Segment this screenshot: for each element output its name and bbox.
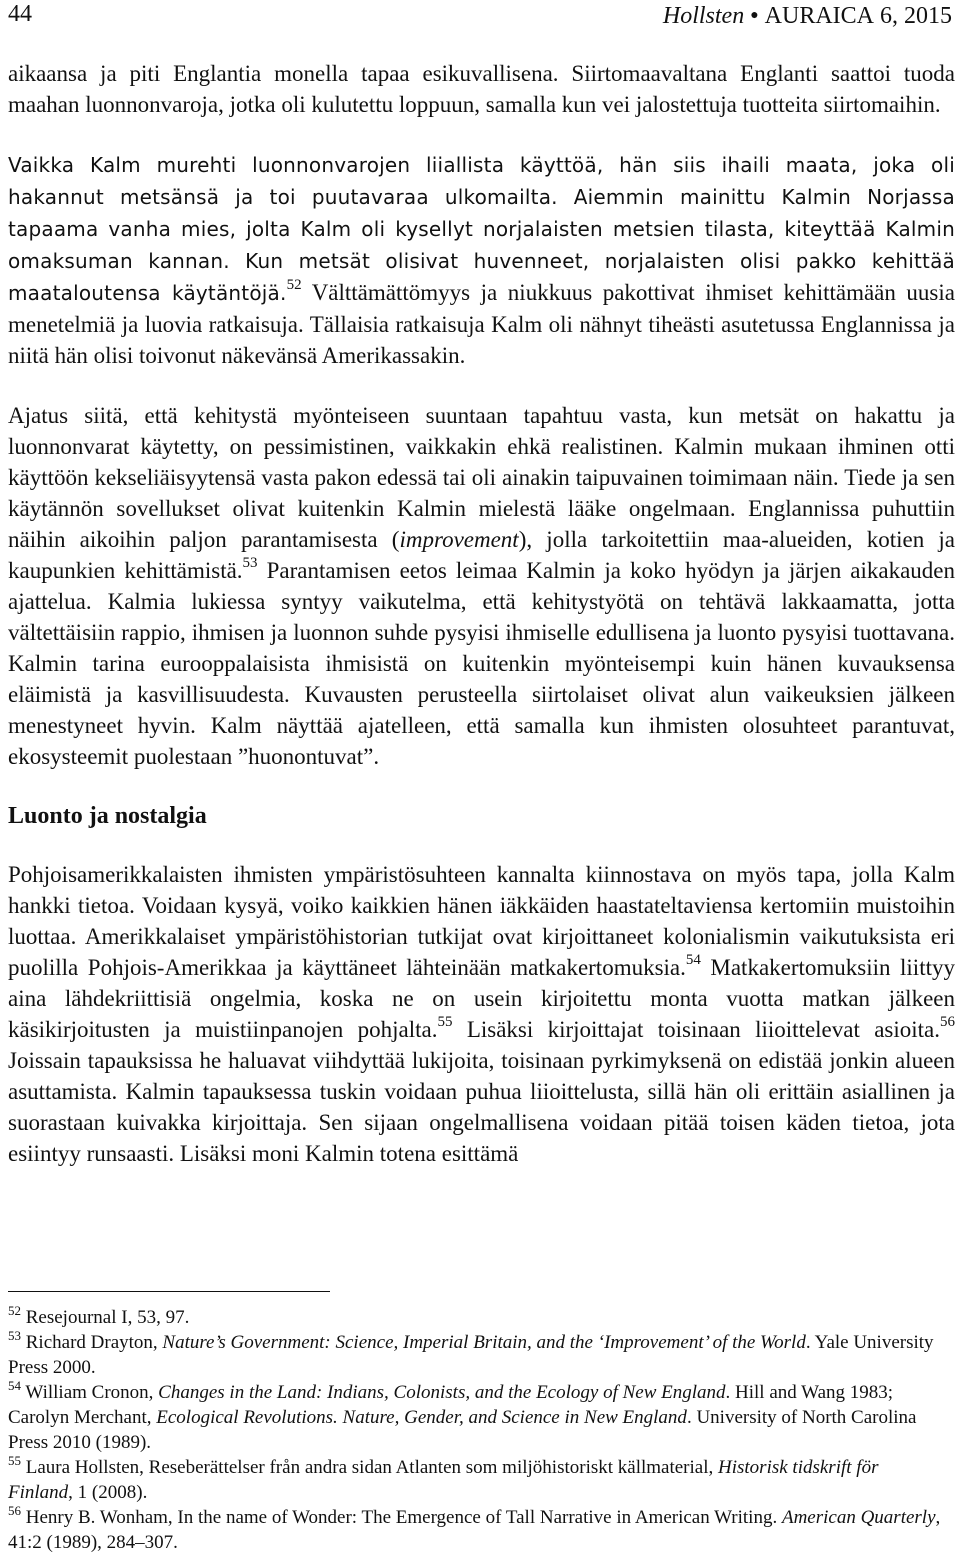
footnote-text: Resejournal I, 53, 97. [25, 1307, 190, 1328]
footnotes [8, 1305, 948, 1555]
footnote-ref-53[interactable]: 53 [242, 555, 258, 571]
footnote-text: . Hill and Wang 1983; Carolyn Merchant, [8, 1382, 894, 1428]
footnote-text: Laura Hollsten, Reseberättelser från andra sidan Atlanten som miljöhistoriskt källmaterial, [25, 1457, 718, 1478]
footnote-text: . University of North Carolina Press 2010 (1989). [8, 1407, 917, 1453]
footnote-text: , 1 (2008). [68, 1482, 148, 1503]
paragraph-4-text-b: Matkakertomuksiin liittyy aina lähdekriittisiä ongelmia, koska ne on usein kirjoitettu monta vuotta matkan jälkeen käsikirjoitusten ja muistiinpanojen pohjalta. [8, 955, 955, 1042]
paragraph-2-text-a: Vaikka Kalm murehti luonnonvarojen liiallista käyttöä, hän siis ihaili maata, joka oli hakannut metsänsä ja toi puutavaraa ulkomailta. Aiemmin mainittu Kalmin Norjassa tapaama vanha mies, jolta Kalm oli kysellyt norjalaisten metsien tilasta, kiteyttää Kalmin omaksuman kannan. Kun metsät olisivat huvenneet, norjalaisten olisi pakko kehittää maataloutensa käytäntöjä. [8, 153, 955, 305]
footnote-number: 52 [8, 1303, 21, 1318]
footnote-number: 53 [8, 1328, 21, 1343]
footnote-56 [8, 1505, 948, 1555]
paragraph-2 [8, 149, 955, 371]
paragraph-3 [8, 400, 955, 772]
footnote-ref-55[interactable]: 55 [437, 1014, 453, 1030]
section-heading: Luonto ja nostalgia [8, 803, 207, 829]
footnote-number: 56 [8, 1503, 21, 1518]
footnote-text: , 41:2 (1989), 284–307. [8, 1507, 941, 1553]
journal-name: AURAICA [764, 3, 874, 29]
journal-citation [663, 2, 952, 30]
paragraph-4 [8, 859, 955, 1169]
footnote-text: . Yale University Press 2000. [8, 1332, 934, 1378]
running-header [8, 0, 952, 34]
paragraph-1-text: aikaansa ja piti Englantia monella tapaa esikuvallisena. Siirtomaavaltana Englanti saattoi tuoda maahan luonnonvaroja, jotka oli kulutettu loppuun, samalla kun vei jalostettuja tuotteita siirtomaihin. [8, 61, 955, 117]
footnote-text: Richard Drayton, [25, 1332, 163, 1353]
paragraph-3-text-b: ), jolla tarkoitettiin maa-alueiden, kotien ja kaupunkien kehittämistä. [8, 527, 955, 583]
footnote-54 [8, 1380, 948, 1455]
page-number: 44 [8, 1, 32, 27]
footnote-title: Historisk tidskrift för Finland [8, 1457, 879, 1503]
paragraph-4-text-c: Lisäksi kirjoittajat toisinaan liioittelevat asioita. [452, 1017, 940, 1042]
body-text [8, 58, 955, 1169]
footnote-number: 55 [8, 1453, 21, 1468]
footnote-ref-56[interactable]: 56 [940, 1014, 955, 1030]
footnote-title: Nature’s Government: Science, Imperial Britain, and the ‘Improvement’ of the World [162, 1332, 806, 1353]
paragraph-4-text-a: Pohjoisamerikkalaisten ihmisten ympäristösuhteen kannalta kiinnostava on myös tapa, jolla Kalm hankki tietoa. Voidaan kysyä, voiko kaikkien hänen iäkkäiden haastateltaviensa kertomiin muistoihin luottaa. Amerikkalaiset ympäristöhistorian tutkijat ovat kirjoittaneet kolonialismin vaikutuksista eri puolilla Pohjois-Amerikkaa ja käyttäneet lähteinään matkakertomuksia. [8, 862, 955, 980]
paragraph-2-text-b: Välttämättömyys ja niukkuus pakottivat ihmiset kehittämään uusia menetelmiä ja luovia ratkaisuja. Tällaisia ratkaisuja Kalm oli nähnyt tiheästi asutetussa Englannissa ja niitä hän olisi toivonut näkevänsä Amerikassakin. [8, 280, 955, 368]
footnote-ref-54[interactable]: 54 [685, 952, 701, 968]
journal-issue: 6, 2015 [880, 3, 952, 29]
paragraph-3-text-a: Ajatus siitä, että kehitystä myönteiseen suuntaan tapahtuu vasta, kun metsät on hakattu ja luonnonvarat käytetty, on pessimistinen, vaikkakin ehkä realistinen. Kalmin mukaan ihminen otti käyttöön kekseliäisyytensä vasta pakon edessä tai oli ainakin taipuvainen toimimaan näin. Tiede ja sen käytännön sovellukset olivat kuitenkin Kalmin mielestä lääke ongelmaan. Englannissa puhuttiin näihin aikoihin paljon parantamisesta ( [8, 403, 955, 552]
author-name: Hollsten [662, 3, 745, 29]
footnote-text: Henry B. Wonham, In the name of Wonder: The Emergence of Tall Narrative in American Writing. [25, 1507, 782, 1528]
footnote-divider [8, 1291, 330, 1292]
paragraph-3-italic-term: improvement [399, 527, 519, 552]
footnote-text: William Cronon, [25, 1382, 159, 1403]
footnote-53 [8, 1330, 948, 1380]
footnote-52 [8, 1305, 948, 1330]
footnote-title: Changes in the Land: Indians, Colonists, and the Ecology of New England [158, 1382, 726, 1403]
paragraph-4-text-d: Joissain tapauksissa he haluavat viihdyttää lukijoita, toisinaan pyrkimyksenä on edistää jonkin alueen asuttamista. Kalmin tapauksessa tuskin voidaan puhua liioittelusta, sillä hän oli erittäin asiallinen ja suorastaan kuivakka kirjoittaja. Sen sijaan ongelmallisena voidaan pitää toisen käden tietoa, jota esiintyy runsaasti. Lisäksi moni Kalmin totena esittämä [8, 1048, 955, 1166]
paragraph-3-text-c: Parantamisen eetos leimaa Kalmin ja koko hyödyn ja järjen aikakauden ajattelua. Kalmia lukiessa syntyy vaikutelma, että kehitystyötä on tehtävä lakkaamatta, jotta vältettäisiin rappio, ihmisen ja luonnon suhde pysyisi ihmiselle edullisena ja luonto pysyisi tuottavana. Kalmin tarina eurooppalaisista ihmisistä on kuitenkin myönteisempi kuin hänen kuvauksensa eläimistä ja kasvillisuudesta. Kuvausten perusteella siirtolaiset olivat alun vaikeuksien jälkeen menestyneet hyvin. Kalm näyttää ajatelleen, että samalla kun ihmisten olosuhteet parantuvat, ekosysteemit puolestaan ”huonontuvat”. [8, 558, 955, 769]
footnote-title: Ecological Revolutions. Nature, Gender, and Science in New England [156, 1407, 687, 1428]
footnote-number: 54 [8, 1378, 21, 1393]
footnote-title: American Quarterly [781, 1507, 936, 1528]
footnote-ref-52[interactable]: 52 [286, 277, 302, 293]
bullet-separator-icon: ● [750, 8, 759, 23]
paragraph-1 [8, 58, 955, 120]
footnote-55 [8, 1455, 948, 1505]
